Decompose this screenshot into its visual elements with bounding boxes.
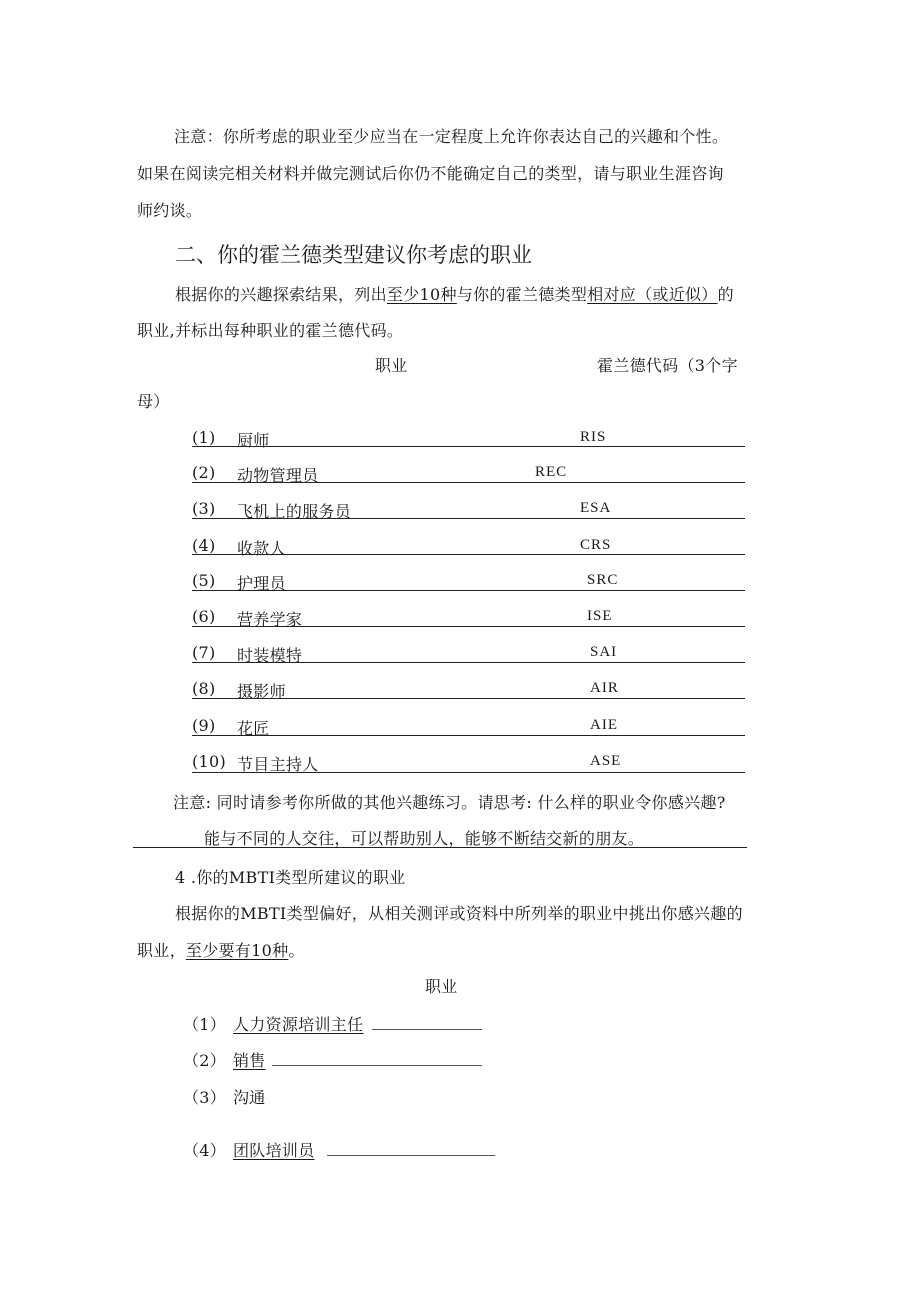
- section-heading-holland: 二、你的霍兰德类型建议你考虑的职业: [175, 243, 532, 267]
- row-underline: [192, 554, 745, 555]
- row-number: (3): [192, 499, 216, 518]
- row-number: (5): [192, 571, 216, 590]
- column-header-code-cont: 母）: [137, 392, 170, 411]
- list-item-job: 沟通: [233, 1088, 266, 1107]
- row-code: SRC: [587, 572, 619, 588]
- row-underline: [192, 626, 745, 627]
- row-job: 节目主持人: [237, 755, 319, 774]
- row-number: (1): [192, 428, 216, 447]
- column-header-code: 霍兰德代码（3个字: [597, 356, 738, 375]
- mbti-description-line-2: 职业，至少要有10种。: [137, 941, 305, 960]
- row-job: 飞机上的服务员: [237, 502, 352, 521]
- row-code: AIE: [590, 717, 618, 733]
- list-item-number: （4）: [183, 1141, 227, 1160]
- row-number: (10): [192, 752, 227, 771]
- row-code: ASE: [590, 753, 622, 769]
- row-underline: [192, 698, 745, 699]
- holland-answer: 能与不同的人交往，可以帮助别人，能够不断结交新的朋友。: [204, 829, 645, 848]
- list-item-number: （3）: [183, 1088, 227, 1107]
- row-code: CRS: [580, 537, 612, 553]
- list-item-number: （2）: [183, 1051, 227, 1070]
- row-job: 护理员: [237, 574, 286, 593]
- row-underline: [192, 735, 745, 736]
- holland-description: 根据你的兴趣探索结果，列出至少10种与你的霍兰德类型相对应（或近似）的: [175, 285, 734, 304]
- row-number: (2): [192, 463, 216, 482]
- blank-line: [327, 1155, 495, 1156]
- row-code: ISE: [587, 608, 613, 624]
- row-job: 厨师: [237, 431, 270, 450]
- intro-line-3: 师约谈。: [137, 201, 203, 220]
- intro-line-2: 如果在阅读完相关材料并做完测试后你仍不能确定自己的类型，请与职业生涯咨询: [137, 164, 724, 183]
- row-underline: [192, 518, 745, 519]
- underline-at-least-10: 至少10种: [386, 285, 457, 304]
- mbti-column-header-job: 职业: [425, 977, 458, 996]
- row-job: 花匠: [237, 719, 270, 738]
- list-item-job: 团队培训员: [233, 1141, 315, 1160]
- row-number: (7): [192, 643, 216, 662]
- row-number: (8): [192, 679, 216, 698]
- mbti-description: 根据你的MBTI类型偏好，从相关测评或资料中所列举的职业中挑出你感兴趣的: [175, 904, 743, 923]
- list-item-job: 人力资源培训主任: [233, 1015, 364, 1034]
- row-number: (4): [192, 536, 216, 555]
- holland-note: 注意: 同时请参考你所做的其他兴趣练习。请思考: 什么样的职业令你感兴趣?: [173, 793, 726, 812]
- holland-description-line-2: 职业,并标出每种职业的霍兰德代码。: [137, 321, 404, 340]
- row-underline: [192, 590, 745, 591]
- intro-line-1: 注意：你所考虑的职业至少应当在一定程度上允许你表达自己的兴趣和个性。: [174, 127, 729, 146]
- section-heading-mbti: 4 .你的MBTI类型所建议的职业: [175, 868, 406, 887]
- row-underline: [192, 662, 745, 663]
- row-code: AIR: [590, 680, 619, 696]
- row-job: 营养学家: [237, 610, 303, 629]
- blank-line: [372, 1029, 482, 1030]
- row-job: 动物管理员: [237, 466, 319, 485]
- row-underline: [192, 446, 745, 447]
- row-underline: [192, 772, 745, 773]
- list-item-number: （1）: [183, 1015, 227, 1034]
- row-job: 收款人: [237, 539, 286, 558]
- row-number: (9): [192, 716, 216, 735]
- column-header-job: 职业: [375, 356, 408, 375]
- blank-line: [272, 1065, 482, 1066]
- row-number: (6): [192, 607, 216, 626]
- row-underline: [192, 482, 745, 483]
- answer-underline: [133, 847, 747, 848]
- row-code: SAI: [590, 644, 618, 660]
- row-job: 摄影师: [237, 682, 286, 701]
- row-code: REC: [535, 464, 568, 480]
- underline-at-least-10-mbti: 至少要有10种: [185, 941, 289, 960]
- row-code: ESA: [580, 500, 612, 516]
- row-code: RIS: [580, 429, 607, 445]
- row-job: 时装模特: [237, 646, 303, 665]
- underline-corresponding: 相对应（或近似）: [587, 285, 718, 304]
- list-item-job: 销售: [233, 1051, 266, 1070]
